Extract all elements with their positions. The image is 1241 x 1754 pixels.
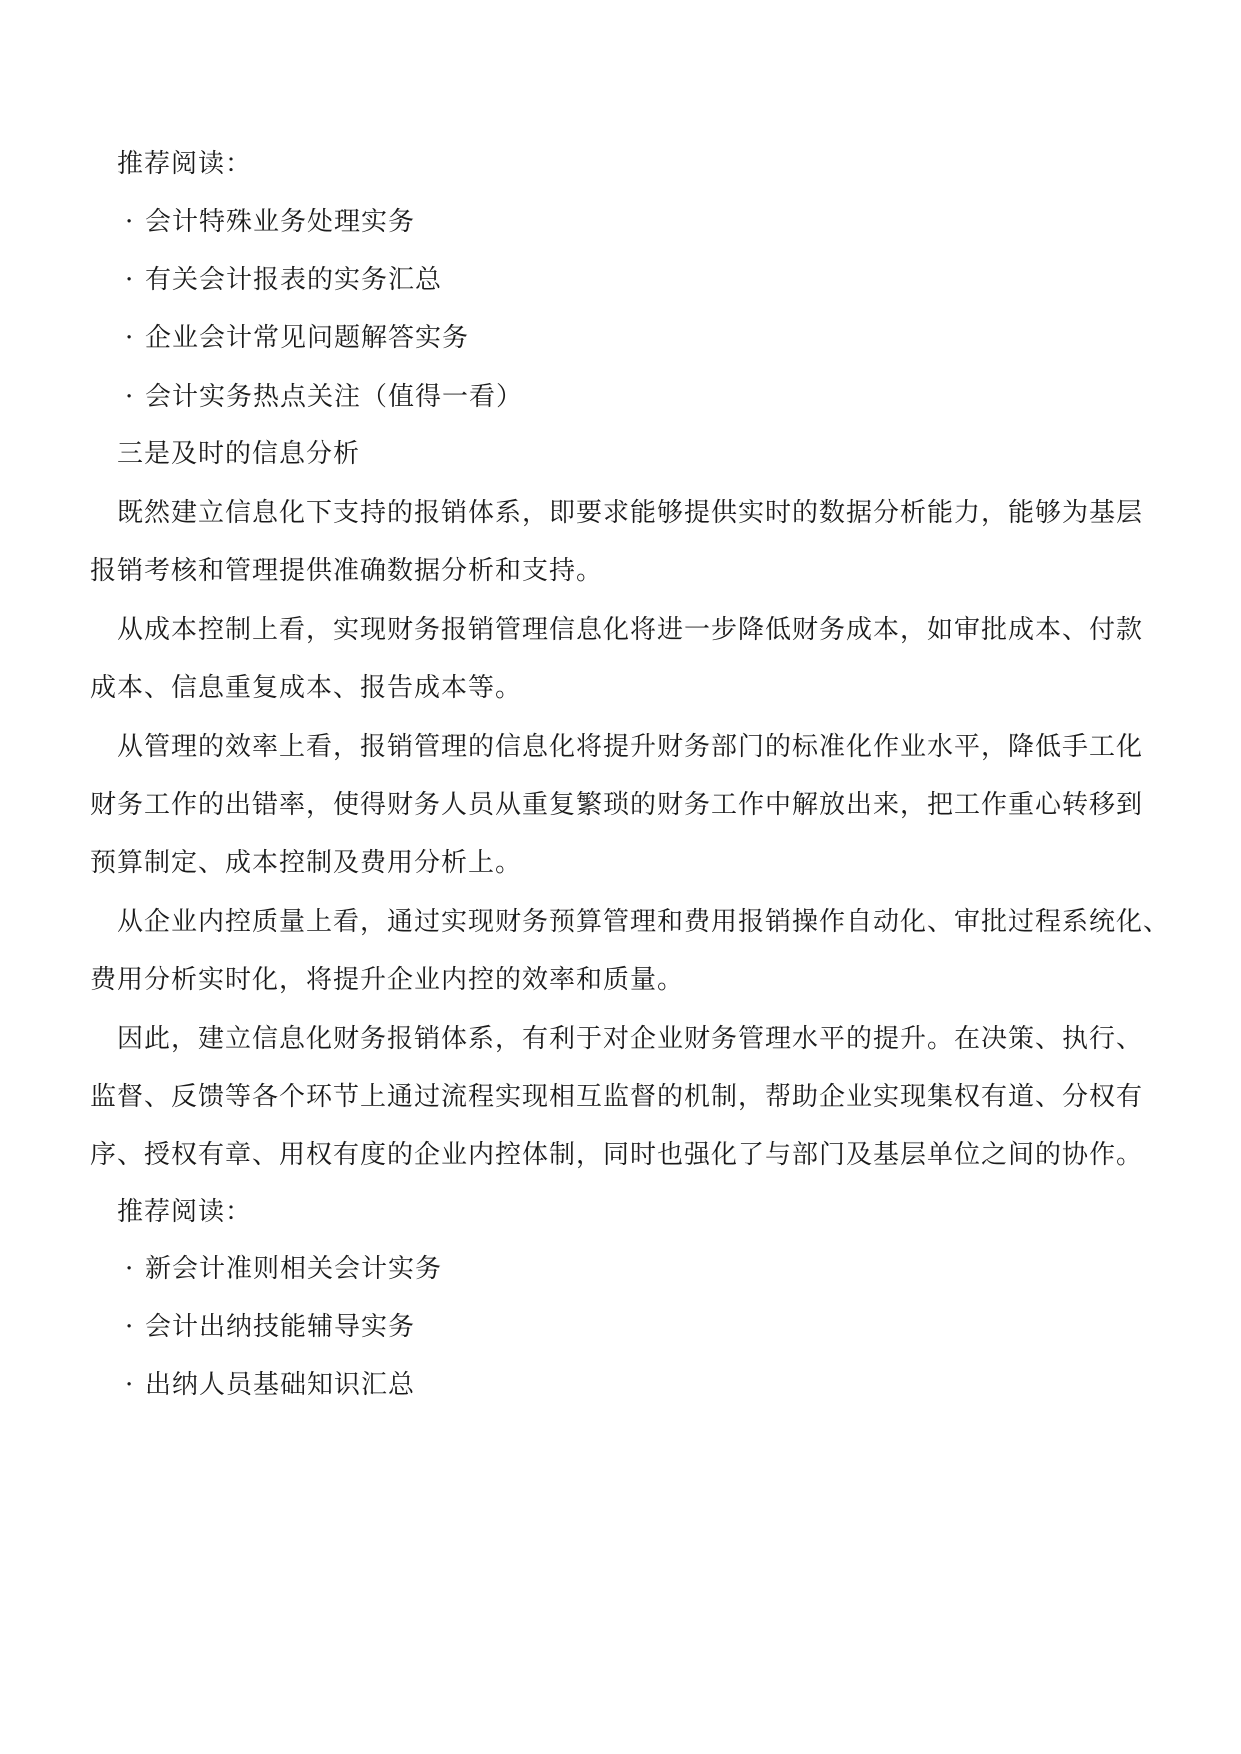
recommended-link[interactable] <box>125 381 1185 413</box>
link-text[interactable]: 会计实务热点关注（值得一看） <box>145 382 524 412</box>
section-subtitle: 三是及时的信息分析 <box>117 439 361 469</box>
bullet-icon: · <box>125 1254 135 1284</box>
recommended-reading-heading: 推荐阅读： <box>117 1197 253 1227</box>
link-text[interactable]: 有关会计报表的实务汇总 <box>145 265 443 295</box>
bullet-icon: · <box>125 265 135 295</box>
bullet-icon: · <box>125 207 135 237</box>
bullet-icon: · <box>125 1312 135 1342</box>
paragraph-line: 从管理的效率上看，报销管理的信息化将提升财务部门的标准化作业水平，降低手工化 <box>117 732 1144 762</box>
recommended-link[interactable] <box>125 1253 1185 1285</box>
recommended-link[interactable] <box>125 206 1185 238</box>
link-text[interactable]: 新会计准则相关会计实务 <box>145 1254 443 1284</box>
paragraph-line: 报销考核和管理提供准确数据分析和支持。 <box>90 556 604 586</box>
paragraph-line: 预算制定、成本控制及费用分析上。 <box>90 848 523 878</box>
recommended-link[interactable] <box>125 264 1185 296</box>
bullet-icon: · <box>125 1370 135 1400</box>
paragraph-line: 财务工作的出错率，使得财务人员从重复繁琐的财务工作中解放出来，把工作重心转移到 <box>90 790 1144 820</box>
link-text[interactable]: 会计特殊业务处理实务 <box>145 207 416 237</box>
paragraph-line: 费用分析实时化，将提升企业内控的效率和质量。 <box>90 965 685 995</box>
link-text[interactable]: 会计出纳技能辅导实务 <box>145 1312 416 1342</box>
recommended-link[interactable] <box>125 1369 1185 1401</box>
paragraph-line: 序、授权有章、用权有度的企业内控体制，同时也强化了与部门及基层单位之间的协作。 <box>90 1140 1144 1170</box>
link-text[interactable]: 出纳人员基础知识汇总 <box>145 1370 416 1400</box>
paragraph-line: 既然建立信息化下支持的报销体系，即要求能够提供实时的数据分析能力，能够为基层 <box>117 498 1144 528</box>
paragraph-line: 因此，建立信息化财务报销体系，有利于对企业财务管理水平的提升。在决策、执行、 <box>117 1024 1144 1054</box>
link-text[interactable]: 企业会计常见问题解答实务 <box>145 323 470 353</box>
recommended-link[interactable] <box>125 322 1185 354</box>
recommended-reading-heading: 推荐阅读： <box>117 149 253 179</box>
bullet-icon: · <box>125 323 135 353</box>
recommended-link[interactable] <box>125 1311 1185 1343</box>
paragraph-line: 监督、反馈等各个环节上通过流程实现相互监督的机制，帮助企业实现集权有道、分权有 <box>90 1082 1144 1112</box>
paragraph-line: 从成本控制上看，实现财务报销管理信息化将进一步降低财务成本，如审批成本、付款 <box>117 615 1144 645</box>
bullet-icon: · <box>125 382 135 412</box>
paragraph-line: 成本、信息重复成本、报告成本等。 <box>90 673 523 703</box>
paragraph-line: 从企业内控质量上看，通过实现财务预算管理和费用报销操作自动化、审批过程系统化、 <box>117 907 1171 937</box>
